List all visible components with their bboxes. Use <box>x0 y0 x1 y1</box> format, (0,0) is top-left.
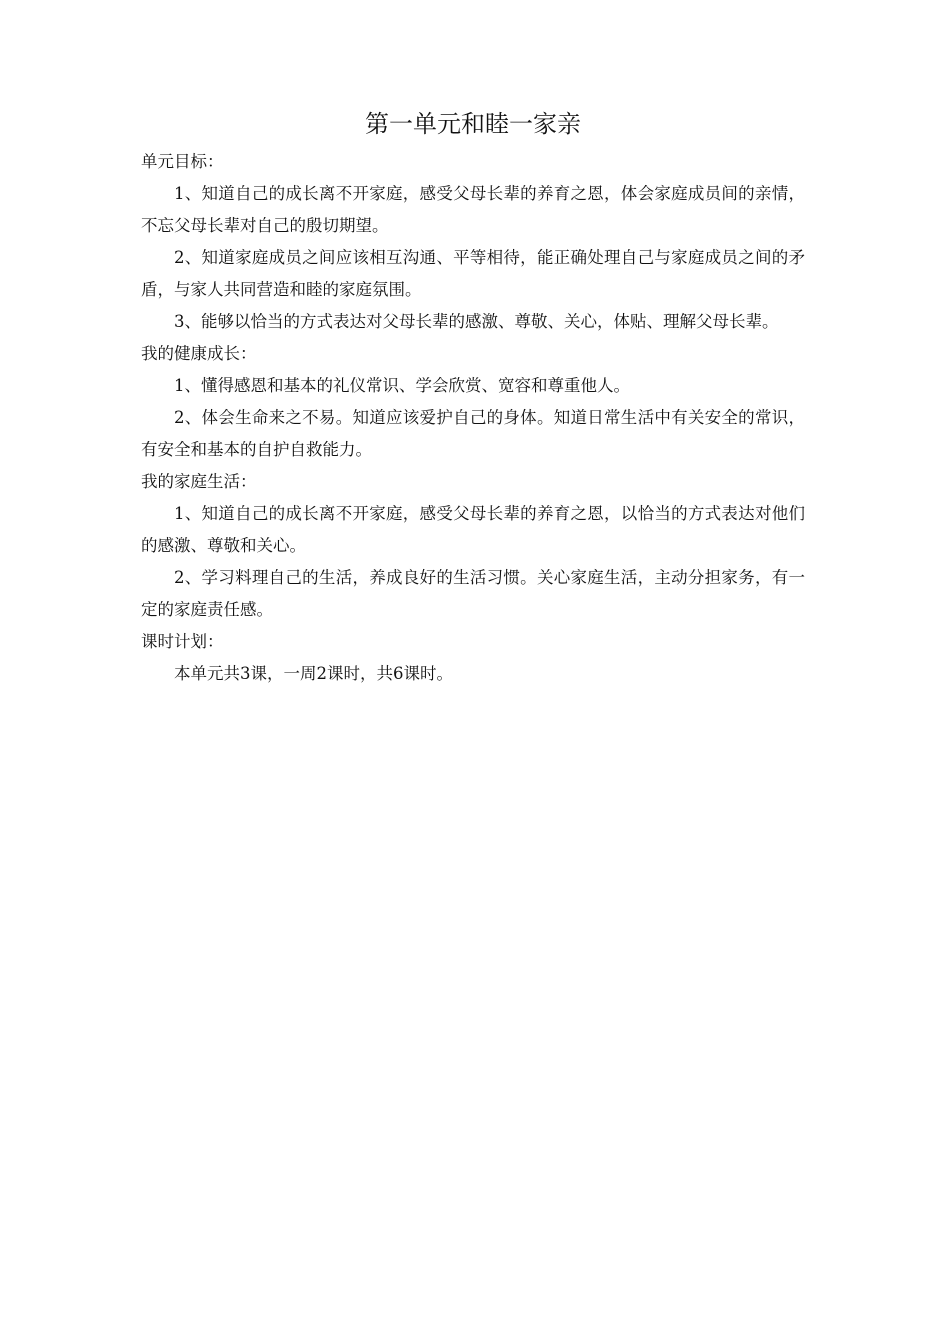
paragraph: 1、懂得感恩和基本的礼仪常识、学会欣赏、宽容和尊重他人。 <box>174 376 630 395</box>
paragraph: 2、体会生命来之不易。知道应该爱护自己的身体。知道日常生活中有关安全的常识，有安全和基本的自护自救能力。 <box>141 408 805 459</box>
paragraph: 3、能够以恰当的方式表达对父母长辈的感激、尊敬、关心，体贴、理解父母长辈。 <box>174 312 779 331</box>
section-heading: 单元目标： <box>141 152 224 171</box>
document-title: 第一单元和睦一家亲 <box>365 110 581 138</box>
section-healthy-growth <box>141 338 805 466</box>
section-heading: 课时计划： <box>141 632 224 651</box>
document-body <box>141 106 805 690</box>
section-lesson-plan <box>141 626 805 690</box>
paragraph: 2、知道家庭成员之间应该相互沟通、平等相待，能正确处理自己与家庭成员之间的矛盾，与家人共同营造和睦的家庭氛围。 <box>141 248 805 299</box>
section-heading: 我的健康成长： <box>141 344 257 363</box>
paragraph: 2、学习料理自己的生活，养成良好的生活习惯。关心家庭生活，主动分担家务，有一定的家庭责任感。 <box>141 568 805 619</box>
paragraph: 1、知道自己的成长离不开家庭，感受父母长辈的养育之恩，以恰当的方式表达对他们的感激、尊敬和关心。 <box>141 504 805 555</box>
paragraph: 本单元共3课，一周2课时，共6课时。 <box>174 664 453 683</box>
section-family-life <box>141 466 805 626</box>
paragraph: 1、知道自己的成长离不开家庭，感受父母长辈的养育之恩，体会家庭成员间的亲情，不忘父母长辈对自己的殷切期望。 <box>141 184 805 235</box>
section-unit-goals <box>141 146 805 338</box>
section-heading: 我的家庭生活： <box>141 472 257 491</box>
